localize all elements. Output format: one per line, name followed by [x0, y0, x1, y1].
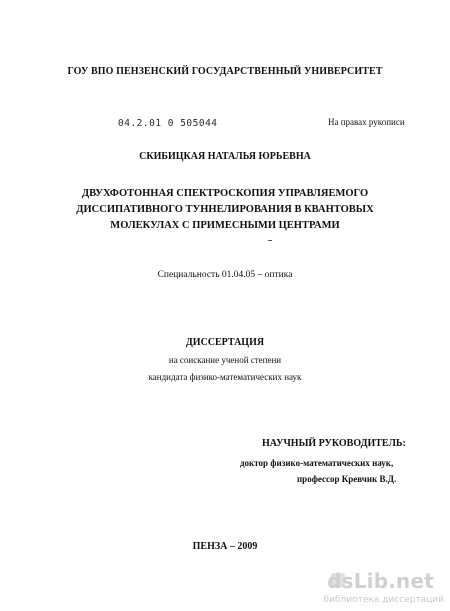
document-type: ДИССЕРТАЦИЯ: [185, 337, 265, 348]
city-year: ПЕНЗА – 2009: [192, 541, 258, 552]
watermark-subtitle: библиотека диссертаций: [323, 595, 444, 605]
watermark: [323, 563, 450, 611]
degree-line-2: кандидата физико-математических наук: [148, 372, 302, 382]
watermark-logo: dsLib.net: [327, 569, 434, 593]
dissertation-title: [0, 186, 450, 234]
title-line: ДВУХФОТОННАЯ СПЕКТРОСКОПИЯ УПРАВЛЯЕМОГО: [81, 188, 369, 199]
organization-name: ГОУ ВПО ПЕНЗЕНСКИЙ ГОСУДАРСТВЕННЫЙ УНИВЕРСИТЕТ: [67, 66, 383, 77]
specialty: Специальность 01.04.05 – оптика: [157, 270, 293, 280]
author-name: СКИБИЦКАЯ НАТАЛЬЯ ЮРЬЕВНА: [139, 151, 311, 162]
manuscript-rights: На правах рукописи: [328, 117, 405, 127]
degree-line-1: на соискание ученой степени: [168, 355, 282, 365]
supervisor-name: профессор Кревчик В.Д.: [297, 474, 397, 484]
title-line: МОЛЕКУЛАХ С ПРИМЕСНЫМИ ЦЕНТРАМИ: [110, 220, 340, 231]
supervisor-degree: доктор физико-математических наук,: [240, 458, 394, 468]
title-line: ДИССИПАТИВНОГО ТУННЕЛИРОВАНИЯ В КВАНТОВЫХ: [76, 204, 374, 215]
stray-mark: [268, 240, 272, 241]
stamp-number: 04.2.01 0 505044: [118, 118, 218, 129]
supervisor-heading: НАУЧНЫЙ РУКОВОДИТЕЛЬ:: [262, 438, 406, 449]
